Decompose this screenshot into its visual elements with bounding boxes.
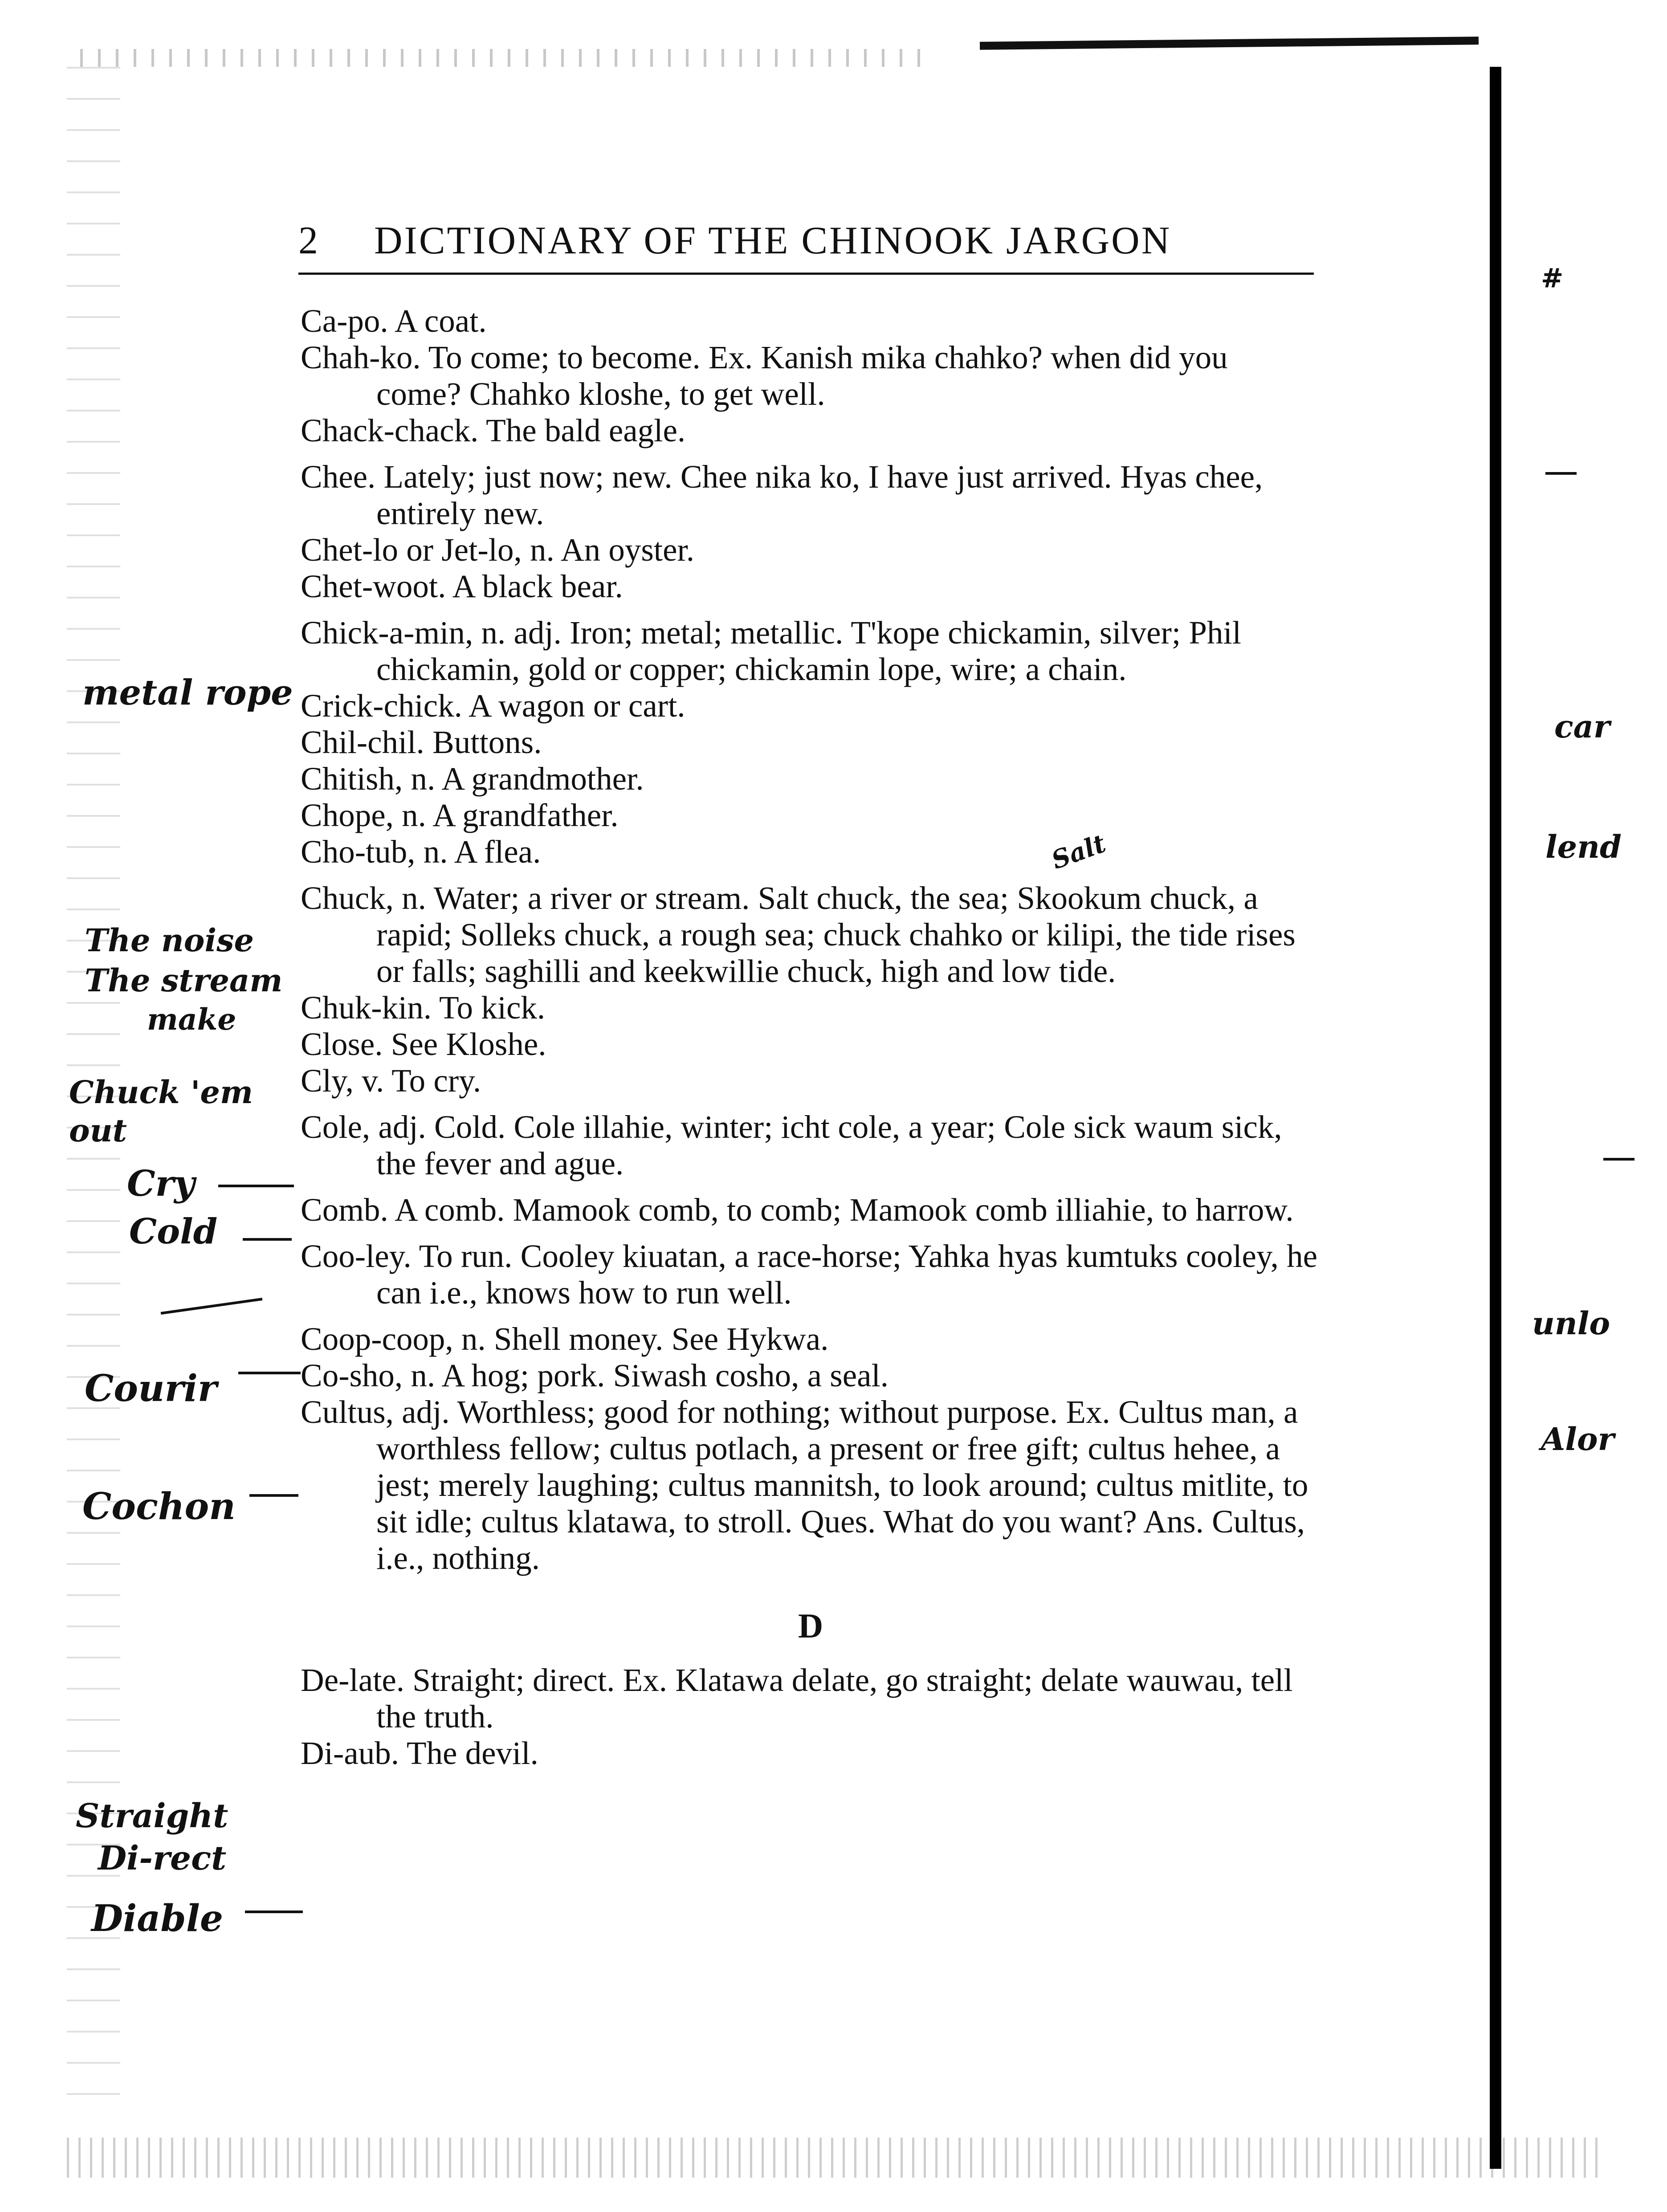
entry-chilchil: Chil-chil. Buttons. — [301, 724, 542, 760]
annotation-cochon-dash — [249, 1494, 298, 1497]
entry-chope: Chope, n. A grandfather. — [301, 797, 619, 833]
right-margin-alor: Alor — [1541, 1421, 1614, 1458]
annotation-comb-dash — [161, 1298, 263, 1315]
annotation-chuck-em-out: Chuck 'em out — [69, 1074, 253, 1149]
page-number: 2 — [298, 219, 319, 262]
entry-diaub: Di-aub. The devil. — [301, 1735, 538, 1771]
right-margin-unlo: unlo — [1532, 1305, 1610, 1342]
right-margin-car: car — [1554, 708, 1610, 745]
entry-close: Close. See Kloshe. — [301, 1026, 546, 1062]
annotation-make: make — [147, 1002, 236, 1037]
entry-chotub: Cho-tub, n. A flea. — [301, 834, 541, 870]
entry-chukkin: Chuk-kin. To kick. — [301, 990, 546, 1026]
scan-bottom-noise — [67, 2138, 1603, 2178]
entry-crickchick: Crick-chick. A wagon or cart. — [301, 688, 685, 724]
annotation-salt: Salt — [1047, 828, 1110, 876]
entry-chackchack: Chack-chack. The bald eagle. — [301, 412, 686, 448]
annotation-diable: Diable — [91, 1897, 224, 1940]
right-margin-lend: lend — [1545, 828, 1622, 865]
dictionary-body — [301, 303, 1321, 1772]
scan-top-line — [980, 37, 1479, 50]
annotation-courir-dash — [238, 1372, 301, 1374]
entry-chahko: Chah-ko. To come; to become. Ex. Kanish mika chahko? when did you come? Chahko kloshe, to get well. — [301, 339, 1228, 412]
right-margin-dash-2 — [1603, 1158, 1634, 1161]
page-title: DICTIONARY OF THE CHINOOK JARGON — [374, 219, 1172, 262]
right-margin-dash-1 — [1545, 472, 1577, 475]
scan-top-noise — [80, 49, 926, 67]
entry-cole: Cole, adj. Cold. Cole illahie, winter; icht cole, a year; Cole sick waum sick, the fever and ague. — [301, 1109, 1282, 1181]
entry-comb: Comb. A comb. Mamook comb, to comb; Mamook comb illiahie, to harrow. — [301, 1192, 1294, 1228]
entry-cly: Cly, v. To cry. — [301, 1063, 481, 1099]
annotation-the-stream: The stream — [85, 962, 283, 999]
section-letter: D — [798, 1606, 823, 1645]
entry-chickamin: Chick-a-min, n. adj. Iron; metal; metallic. T'kope chickamin, silver; Phil chickamin, gold or copper; chickamin lope, wire; a chain. — [301, 615, 1242, 687]
annotation-cochon: Cochon — [82, 1485, 236, 1528]
entry-chitish: Chitish, n. A grandmother. — [301, 761, 644, 797]
header-rule — [298, 273, 1314, 275]
annotation-metal-rope: metal rope — [82, 672, 293, 713]
annotation-cry-dash — [218, 1185, 294, 1187]
right-margin-mark: # — [1541, 263, 1564, 294]
annotation-straight: Straight — [76, 1797, 228, 1835]
entry-cosho: Co-sho, n. A hog; pork. Siwash cosho, a seal. — [301, 1357, 889, 1393]
entry-chee: Chee. Lately; just now; new. Chee nika ko, I have just arrived. Hyas chee, entirely new. — [301, 459, 1263, 531]
binding-edge — [1490, 67, 1501, 2169]
annotation-cry: Cry — [127, 1162, 195, 1204]
entry-cooley: Coo-ley. To run. Cooley kiuatan, a race-horse; Yahka hyas kumtuks cooley, he can i.e., knows how to run well. — [301, 1238, 1318, 1311]
entry-delate: De-late. Straight; direct. Ex. Klatawa delate, go straight; delate wauwau, tell the truth. — [301, 1662, 1293, 1735]
entry-capo: Ca-po. A coat. — [301, 303, 487, 339]
annotation-direct: Di-rect — [98, 1839, 227, 1878]
entry-coopcoop: Coop-coop, n. Shell money. See Hykwa. — [301, 1321, 829, 1357]
annotation-the-noise: The noise — [85, 922, 254, 959]
annotation-courir: Courir — [85, 1367, 217, 1410]
annotation-diable-dash — [245, 1911, 303, 1913]
entry-chetwoot: Chet-woot. A black bear. — [301, 568, 623, 604]
entry-chetlo: Chet-lo or Jet-lo, n. An oyster. — [301, 532, 695, 568]
page-header — [298, 218, 1314, 267]
entry-chuck: Chuck, n. Water; a river or stream. Salt chuck, the sea; Skookum chuck, a rapid; Solleks chuck, a rough sea; chuck chahko or kilipi, the tide rises or falls; saghilli and keekwillie chuck, high and low tide. — [301, 880, 1296, 989]
annotation-cold: Cold — [129, 1211, 218, 1252]
annotation-cold-dash — [243, 1238, 292, 1241]
entry-cultus: Cultus, adj. Worthless; good for nothing; without purpose. Ex. Cultus man, a worthless fellow; cultus potlach, a present or free gift; cultus hehee, a jest; merely laughing; cultus mannitsh, to look around; cultus mitlite, to sit idle; cultus klatawa, to stroll. Ques. What do you want? Ans. Cultus, i.e., nothing. — [301, 1394, 1308, 1576]
